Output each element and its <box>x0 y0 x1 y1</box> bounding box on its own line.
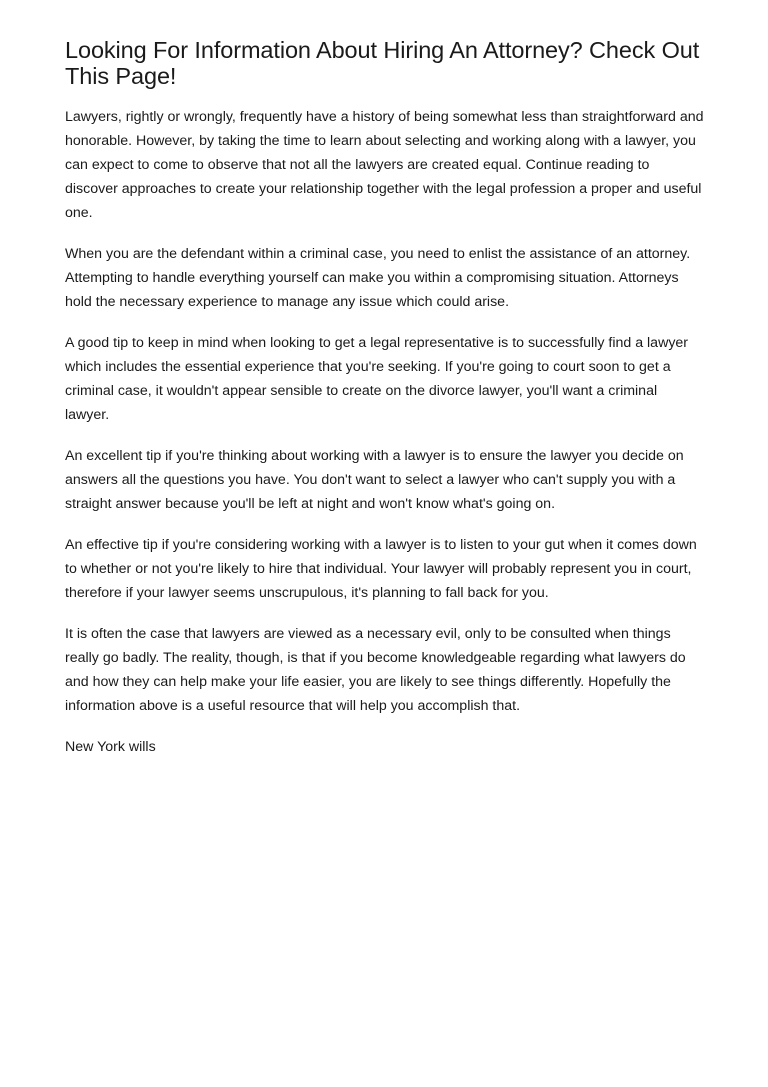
footer-link-text: New York wills <box>65 739 156 755</box>
paragraph-conclusion: It is often the case that lawyers are viewed as a necessary evil, only to be consulted when things really go badly. The reality, though, is that if you become knowledgeable regarding what lawyers do and how they can help make your life easier, you are likely to see things differently. Hopefully the information above is a useful resource that will help you accomplish that. <box>65 626 686 714</box>
document-page <box>65 37 705 759</box>
page-title: Looking For Information About Hiring An Attorney? Check Out This Page! <box>65 37 700 89</box>
paragraph-defendant: When you are the defendant within a criminal case, you need to enlist the assistance of an attorney. Attempting to handle everything yourself can make you within a compromising situation. Attorneys hold the necessary experience to manage any issue which could arise. <box>65 246 691 310</box>
paragraph-questions-tip: An excellent tip if you're thinking about working with a lawyer is to ensure the lawyer you decide on answers all the questions you have. You don't want to select a lawyer who can't supply you with a straight answer because you'll be left at night and won't know what's going on. <box>65 448 684 512</box>
paragraph-experience-tip: A good tip to keep in mind when looking to get a legal representative is to successfully find a lawyer which includes the essential experience that you're seeking. If you're going to court soon to get a criminal case, it wouldn't appear sensible to create on the divorce lawyer, you'll want a criminal lawyer. <box>65 335 689 423</box>
paragraph-gut-tip: An effective tip if you're considering working with a lawyer is to listen to your gut when it comes down to whether or not you're likely to hire that individual. Your lawyer will probably represent you in court, therefore if your lawyer seems unscrupulous, it's planning to fall back for you. <box>65 537 697 601</box>
paragraph-intro: Lawyers, rightly or wrongly, frequently have a history of being somewhat less than straightforward and honorable. However, by taking the time to learn about selecting and working along with a lawyer, you can expect to come to observe that not all the lawyers are created equal. Continue reading to discover approaches to create your relationship together with the legal profession a proper and useful one. <box>65 109 704 221</box>
